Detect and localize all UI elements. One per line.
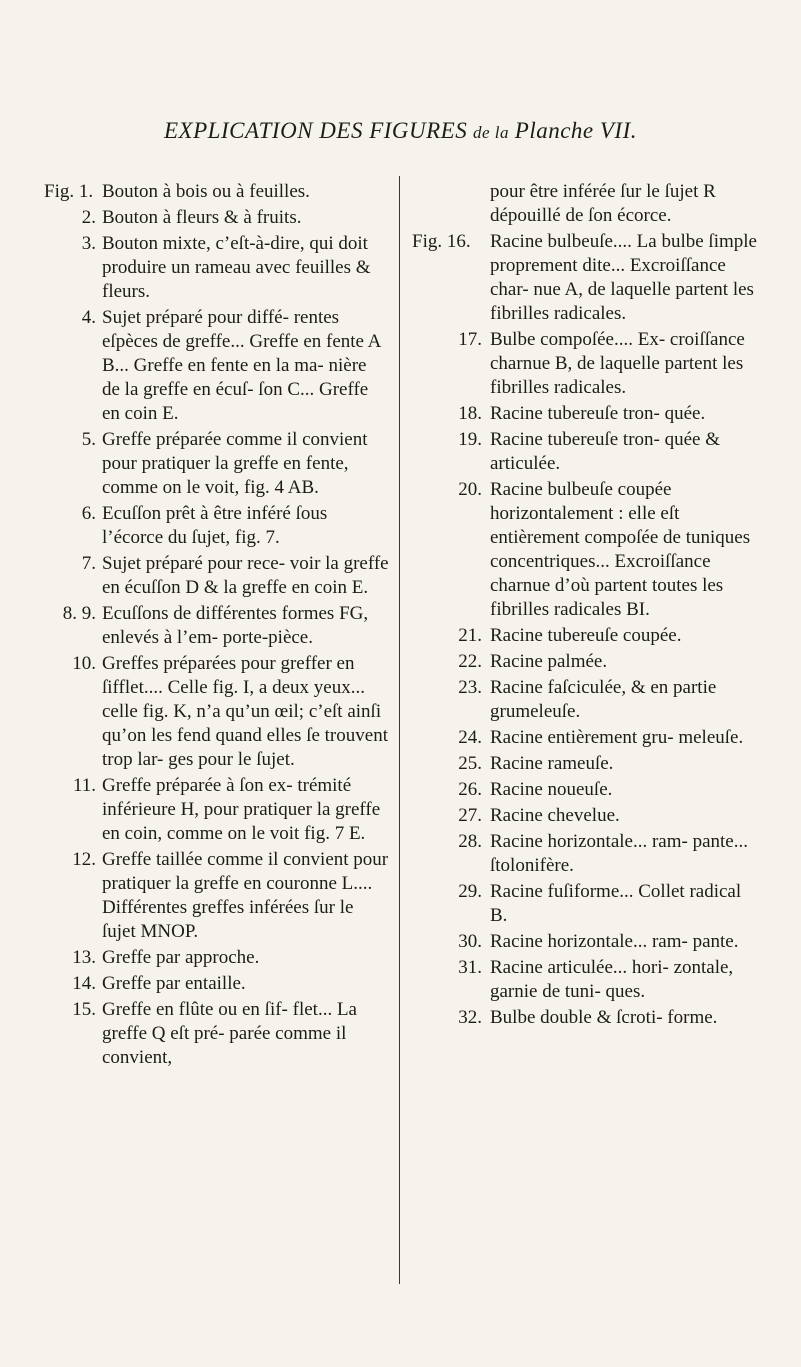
figure-entry bbox=[44, 946, 389, 970]
figure-description: Ecuſſons de différentes formes FG, enlevés à l’em- porte-pièce. bbox=[102, 603, 369, 648]
figure-description: Greffe par approche. bbox=[102, 947, 260, 968]
figure-entry bbox=[412, 624, 762, 648]
figure-entry bbox=[412, 402, 762, 426]
figure-number: 18. bbox=[458, 403, 482, 424]
figure-entry bbox=[412, 726, 762, 750]
figure-number: 21. bbox=[458, 625, 482, 646]
figure-number: 7. bbox=[81, 553, 96, 574]
figure-number: 17. bbox=[458, 329, 482, 350]
figure-description: Racine rameuſe. bbox=[490, 753, 614, 774]
figure-number: 28. bbox=[458, 831, 482, 852]
figure-entry bbox=[44, 998, 389, 1070]
figure-description: Racine tubereuſe tron- quée & articulée. bbox=[490, 429, 721, 474]
figure-description: Bouton mixte, c’eſt-à-dire, qui doit produire un rameau avec feuilles & fleurs. bbox=[102, 233, 371, 302]
figure-entry bbox=[44, 848, 389, 944]
figure-number: Fig. 16. bbox=[412, 231, 471, 252]
figure-number: 3. bbox=[81, 233, 96, 254]
figure-entry bbox=[412, 650, 762, 674]
figure-description: Racine tubereuſe coupée. bbox=[490, 625, 682, 646]
figure-entry bbox=[44, 180, 389, 204]
figure-description: Racine fuſiforme... Collet radical B. bbox=[490, 881, 742, 926]
figure-description: Greffe préparée à ſon ex- trémité inférieure H, pour pratiquer la greffe en coin, comme on le voit fig. 7 E. bbox=[102, 775, 381, 844]
figure-number: Fig. 1. bbox=[44, 181, 94, 202]
figure-entry bbox=[44, 972, 389, 996]
figure-description: pour être inférée ſur le ſujet R dépouillé de ſon écorce. bbox=[490, 181, 716, 226]
figure-description: Racine palmée. bbox=[490, 651, 608, 672]
title-de: de la bbox=[472, 123, 510, 142]
column-divider bbox=[399, 176, 400, 1284]
figure-entry bbox=[412, 804, 762, 828]
figure-entry bbox=[412, 1006, 762, 1030]
figure-description: Bulbe compoſée.... Ex- croiſſance charnue B, de laquelle partent les fibrilles radicales. bbox=[490, 329, 745, 398]
right-column bbox=[412, 180, 762, 1032]
figure-description: Racine bulbeuſe.... La bulbe ſimple proprement dite... Excroiſſance char- nue A, de laquelle partent les fibrilles radicales. bbox=[490, 231, 757, 324]
figure-number: 13. bbox=[72, 947, 96, 968]
figure-entry bbox=[44, 306, 389, 426]
figure-number: 14. bbox=[72, 973, 96, 994]
figure-description: Racine horizontale... ram- pante... ſtolonifère. bbox=[490, 831, 748, 876]
figure-description: Sujet préparé pour rece- voir la greffe en écuſſon D & la greffe en coin E. bbox=[102, 553, 389, 598]
figure-number: 6. bbox=[81, 503, 96, 524]
figure-entry bbox=[44, 502, 389, 550]
figure-description: Racine chevelue. bbox=[490, 805, 620, 826]
figure-description: Greffe taillée comme il convient pour pratiquer la greffe en couronne L.... Différentes greffes inférées ſur le ſujet MNOP. bbox=[102, 849, 389, 942]
figure-description: Greffe préparée comme il convient pour pratiquer la greffe en fente, comme on le voit, fig. 4 AB. bbox=[102, 429, 368, 498]
figure-entry bbox=[412, 778, 762, 802]
figure-entry bbox=[412, 830, 762, 878]
figure-number: 5. bbox=[81, 429, 96, 450]
figure-entry bbox=[412, 230, 762, 326]
figure-entry bbox=[44, 206, 389, 230]
figure-number: 31. bbox=[458, 957, 482, 978]
figure-entry bbox=[412, 752, 762, 776]
figure-number: 26. bbox=[458, 779, 482, 800]
figure-number: 23. bbox=[458, 677, 482, 698]
figure-number: 12. bbox=[72, 849, 96, 870]
figure-entry bbox=[412, 930, 762, 954]
figure-entry bbox=[412, 180, 762, 228]
figure-description: Racine articulée... hori- zontale, garnie de tuni- ques. bbox=[490, 957, 734, 1002]
figure-entry bbox=[44, 232, 389, 304]
figure-entry bbox=[412, 676, 762, 724]
figure-description: Racine faſciculée, & en partie grumeleuſe. bbox=[490, 677, 717, 722]
figure-entry bbox=[412, 428, 762, 476]
figure-number: 11. bbox=[72, 775, 96, 796]
figure-entry bbox=[44, 428, 389, 500]
figure-entry bbox=[412, 478, 762, 622]
title-plate: Planche VII. bbox=[514, 118, 637, 143]
figure-description: Racine noueuſe. bbox=[490, 779, 613, 800]
figure-number: 10. bbox=[72, 653, 96, 674]
figure-description: Sujet préparé pour diffé- rentes eſpèces de greffe... Greffe en fente A B... Greffe en fente en la ma- nière de la greffe en écuſ- ſon C... Greffe en coin E. bbox=[102, 307, 381, 424]
figure-description: Greffe par entaille. bbox=[102, 973, 246, 994]
title-main: EXPLICATION DES FIGURES bbox=[164, 118, 468, 143]
figure-description: Bouton à bois ou à feuilles. bbox=[102, 181, 310, 202]
figure-number: 4. bbox=[81, 307, 96, 328]
figure-description: Bulbe double & ſcroti- forme. bbox=[490, 1007, 718, 1028]
figure-entry bbox=[44, 774, 389, 846]
figure-number: 8. 9. bbox=[62, 603, 96, 624]
figure-entry bbox=[44, 652, 389, 772]
figure-entry bbox=[44, 552, 389, 600]
figure-description: Racine bulbeuſe coupée horizontalement : elle eſt entièrement compoſée de tuniques concentriques... Excroiſſance charnue d’où partent toutes les fibrilles radicales BI. bbox=[490, 479, 751, 620]
figure-entry bbox=[412, 956, 762, 1004]
figure-description: Greffe en flûte ou en ſif- flet... La greffe Q eſt pré- parée comme il convient, bbox=[102, 999, 357, 1068]
figure-number: 22. bbox=[458, 651, 482, 672]
figure-number: 27. bbox=[458, 805, 482, 826]
figure-number: 19. bbox=[458, 429, 482, 450]
figure-entry bbox=[44, 602, 389, 650]
figure-number: 29. bbox=[458, 881, 482, 902]
figure-number: 32. bbox=[458, 1007, 482, 1028]
figure-number: 30. bbox=[458, 931, 482, 952]
figure-description: Racine tubereuſe tron- quée. bbox=[490, 403, 706, 424]
page-title bbox=[0, 118, 801, 144]
figure-description: Greffes préparées pour greffer en ſifflet.... Celle fig. I, a deux yeux... celle fig. K, n’a qu’un œil; c’eſt ainſi qu’on les fend quand elles ſe trouvent trop lar- ges pour le ſujet. bbox=[102, 653, 388, 770]
figure-description: Racine horizontale... ram- pante. bbox=[490, 931, 739, 952]
figure-number: 25. bbox=[458, 753, 482, 774]
figure-description: Bouton à fleurs & à fruits. bbox=[102, 207, 302, 228]
figure-description: Ecuſſon prêt à être inféré ſous l’écorce du ſujet, fig. 7. bbox=[102, 503, 328, 548]
left-column bbox=[44, 180, 389, 1072]
figure-entry bbox=[412, 880, 762, 928]
figure-number: 2. bbox=[81, 207, 96, 228]
figure-description: Racine entièrement gru- meleuſe. bbox=[490, 727, 744, 748]
figure-number: 24. bbox=[458, 727, 482, 748]
figure-entry bbox=[412, 328, 762, 400]
figure-number: 15. bbox=[72, 999, 96, 1020]
figure-number: 20. bbox=[458, 479, 482, 500]
